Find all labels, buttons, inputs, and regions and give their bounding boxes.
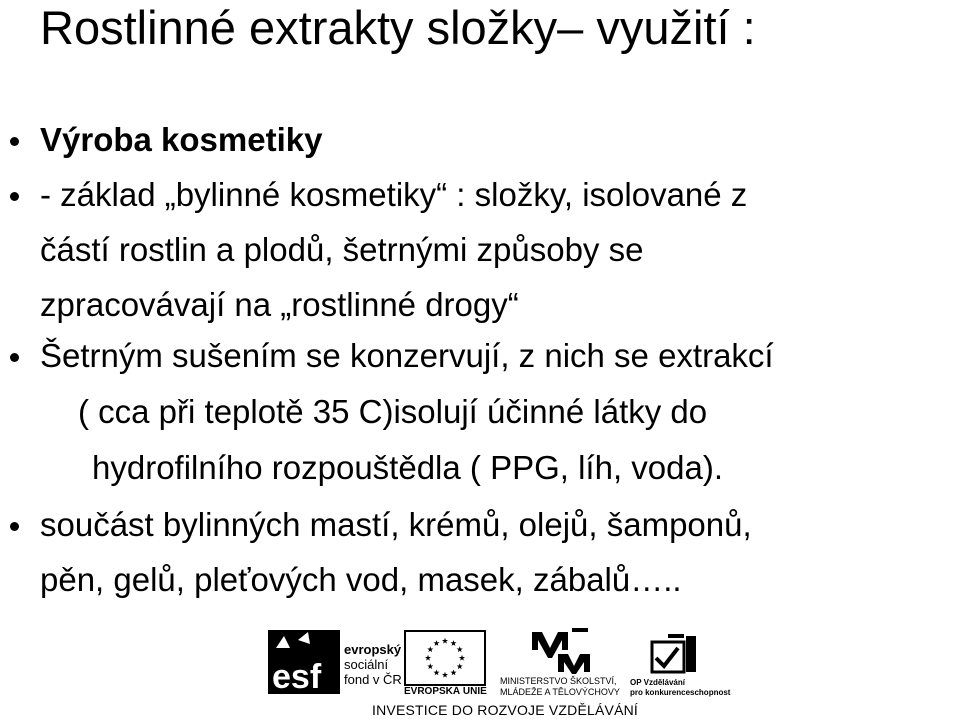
esf-logo [268,630,408,694]
bullet-3-line-2: ( cca při teplotě 35 C)isolují účinné látky do [78,393,708,430]
esf-mark-icon [268,630,340,694]
msmt-logo [500,626,630,698]
msmt-line-1: MINISTERSTVO ŠKOLSTVÍ, [500,676,617,686]
slide-title: Rostlinné extrakty složky– využití : [40,1,756,54]
bullet-4-line-1: součást bylinných mastí, krémů, olejů, šamponů, [40,506,752,543]
bullet-3-line-1: Šetrným sušením se konzervují, z nich se extrakcí [40,337,774,374]
bullet-3-line-3: hydrofilního rozpouštědla ( PPG, líh, voda). [92,449,723,486]
eu-label: EVROPSKÁ UNIE [404,686,487,697]
esf-line-1: evropský [344,642,402,657]
esf-line-3: fond v ČR [344,672,402,687]
esf-line-2: sociální [344,657,389,672]
bullet-2-line-3: zpracovávají na „rostlinné drogy“ [40,286,519,323]
eu-logo [404,630,486,696]
logo-bar [0,622,960,719]
bullet-2-line-2: částí rostlin a plodů, šetrnými způsoby se [40,231,644,268]
bullet-marker [10,137,19,146]
bullet-marker [10,353,19,362]
op-line-1: OP Vzdělávání [630,678,685,687]
msmt-line-2: MLÁDEŽE A TĚLOVÝCHOVY [500,687,620,697]
msmt-mark-icon [528,626,598,674]
op-mark-icon [648,632,700,676]
op-line-2: pro konkurenceschopnost [630,688,731,697]
bullet-marker [10,522,19,531]
logo-caption: INVESTICE DO ROZVOJE VZDĚLÁVÁNÍ [372,702,639,718]
svg-text:esf: esf [272,658,322,694]
eu-flag-icon [404,630,486,686]
bullet-marker [10,192,19,201]
bullet-1-line-1: Výroba kosmetiky [40,121,323,158]
bullet-4-line-2: pěn, gelů, pleťových vod, masek, zábalů….. [40,561,682,598]
bullet-2-line-1: - základ „bylinné kosmetiky“ : složky, isolované z [40,176,748,213]
op-logo [630,632,731,698]
